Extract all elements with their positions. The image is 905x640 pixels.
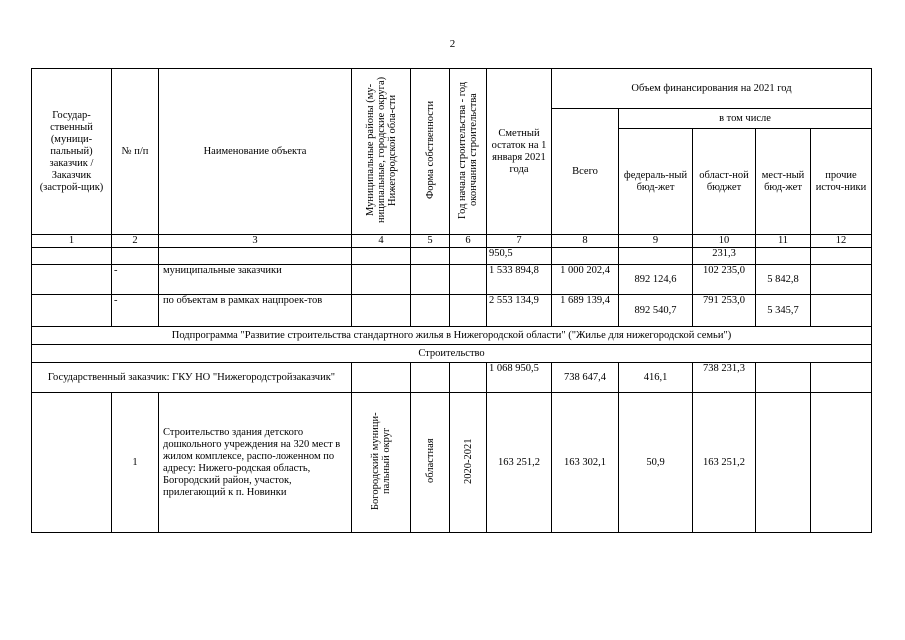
federal-budget-cell: 892 124,6 xyxy=(619,265,693,295)
section-title: Строительство xyxy=(32,345,872,363)
years-cell: 2020-2021 xyxy=(450,393,487,533)
estimate-balance-cell: 1 533 894,8 xyxy=(487,265,552,295)
section-row xyxy=(32,345,872,363)
municipality-cell: Богородский муници-пальный округ xyxy=(352,393,411,533)
regional-budget-cell: 738 231,3 xyxy=(693,363,756,393)
header-object-name: Наименование объекта xyxy=(159,69,352,235)
col-number: 12 xyxy=(811,235,872,248)
federal-budget-cell: 50,9 xyxy=(619,393,693,533)
local-budget-cell: 5 345,7 xyxy=(756,295,811,327)
col-number: 9 xyxy=(619,235,693,248)
header-other: прочие источ-ники xyxy=(811,129,872,235)
header-federal: федераль-ный бюд-жет xyxy=(619,129,693,235)
estimate-balance-cell: 950,5 xyxy=(487,248,552,265)
col-number: 6 xyxy=(450,235,487,248)
total-cell: 1 000 202,4 xyxy=(552,265,619,295)
page-number: 2 xyxy=(449,38,456,50)
subprogram-row xyxy=(32,327,872,345)
regional-budget-cell: 791 253,0 xyxy=(693,295,756,327)
col-number: 7 xyxy=(487,235,552,248)
header-total: Всего xyxy=(552,109,619,235)
col-number: 4 xyxy=(352,235,411,248)
table-row xyxy=(32,265,872,295)
estimate-balance-cell: 1 068 950,5 xyxy=(487,363,552,393)
estimate-balance-cell: 2 553 134,9 xyxy=(487,295,552,327)
total-cell: 163 302,1 xyxy=(552,393,619,533)
row-number-cell: - xyxy=(112,265,159,295)
total-cell: 738 647,4 xyxy=(552,363,619,393)
col-number: 2 xyxy=(112,235,159,248)
table-row xyxy=(32,295,872,327)
regional-budget-cell: 163 251,2 xyxy=(693,393,756,533)
subprogram-title: Подпрограмма "Развитие строительства стандартного жилья в Нижегородской области" ("Жилье для нижегородской семьи") xyxy=(32,327,872,345)
financing-table xyxy=(31,68,872,533)
regional-budget-cell: 231,3 xyxy=(693,248,756,265)
col-number: 3 xyxy=(159,235,352,248)
col-number: 10 xyxy=(693,235,756,248)
object-name-cell: муниципальные заказчики xyxy=(159,265,352,295)
header-years: Год начала строительства - год окончания строительства xyxy=(450,69,487,235)
table-row xyxy=(32,248,872,265)
ownership-cell: областная xyxy=(411,393,450,533)
table-row xyxy=(32,393,872,533)
object-name-cell: Строительство здания детского дошкольного учреждения на 320 мест в жилом комплексе, распо-ложенном по адресу: Нижего-родская область, Богородский район, участок, прилегающий к п. Новинки xyxy=(159,393,352,533)
federal-budget-cell: 892 540,7 xyxy=(619,295,693,327)
header-municipality: Муниципальные районы (му-ниципальные, городские округа) Нижегородской обла-сти xyxy=(352,69,411,235)
row-number-cell: 1 xyxy=(112,393,159,533)
local-budget-cell: 5 842,8 xyxy=(756,265,811,295)
column-numbers-row xyxy=(32,235,872,248)
object-name-cell: по объектам в рамках нацпроек-тов xyxy=(159,295,352,327)
col-number: 11 xyxy=(756,235,811,248)
col-number: 8 xyxy=(552,235,619,248)
estimate-balance-cell: 163 251,2 xyxy=(487,393,552,533)
header-customer: Государ-ственный (муници-пальный) заказчик / Заказчик (застрой-щик) xyxy=(32,69,112,235)
col-number: 5 xyxy=(411,235,450,248)
header-number: № п/п xyxy=(112,69,159,235)
header-including: в том числе xyxy=(619,109,872,129)
federal-budget-cell: 416,1 xyxy=(619,363,693,393)
state-customer-cell: Государственный заказчик: ГКУ НО "Нижегородстройзаказчик" xyxy=(32,363,352,393)
total-cell: 1 689 139,4 xyxy=(552,295,619,327)
row-number-cell: - xyxy=(112,295,159,327)
header-local: мест-ный бюд-жет xyxy=(756,129,811,235)
col-number: 1 xyxy=(32,235,112,248)
header-ownership: Форма собственности xyxy=(411,69,450,235)
regional-budget-cell: 102 235,0 xyxy=(693,265,756,295)
table-row xyxy=(32,363,872,393)
header-estimate-balance: Сметный остаток на 1 января 2021 года xyxy=(487,69,552,235)
header-financing: Объем финансирования на 2021 год xyxy=(552,69,872,109)
header-regional: област-ной бюджет xyxy=(693,129,756,235)
